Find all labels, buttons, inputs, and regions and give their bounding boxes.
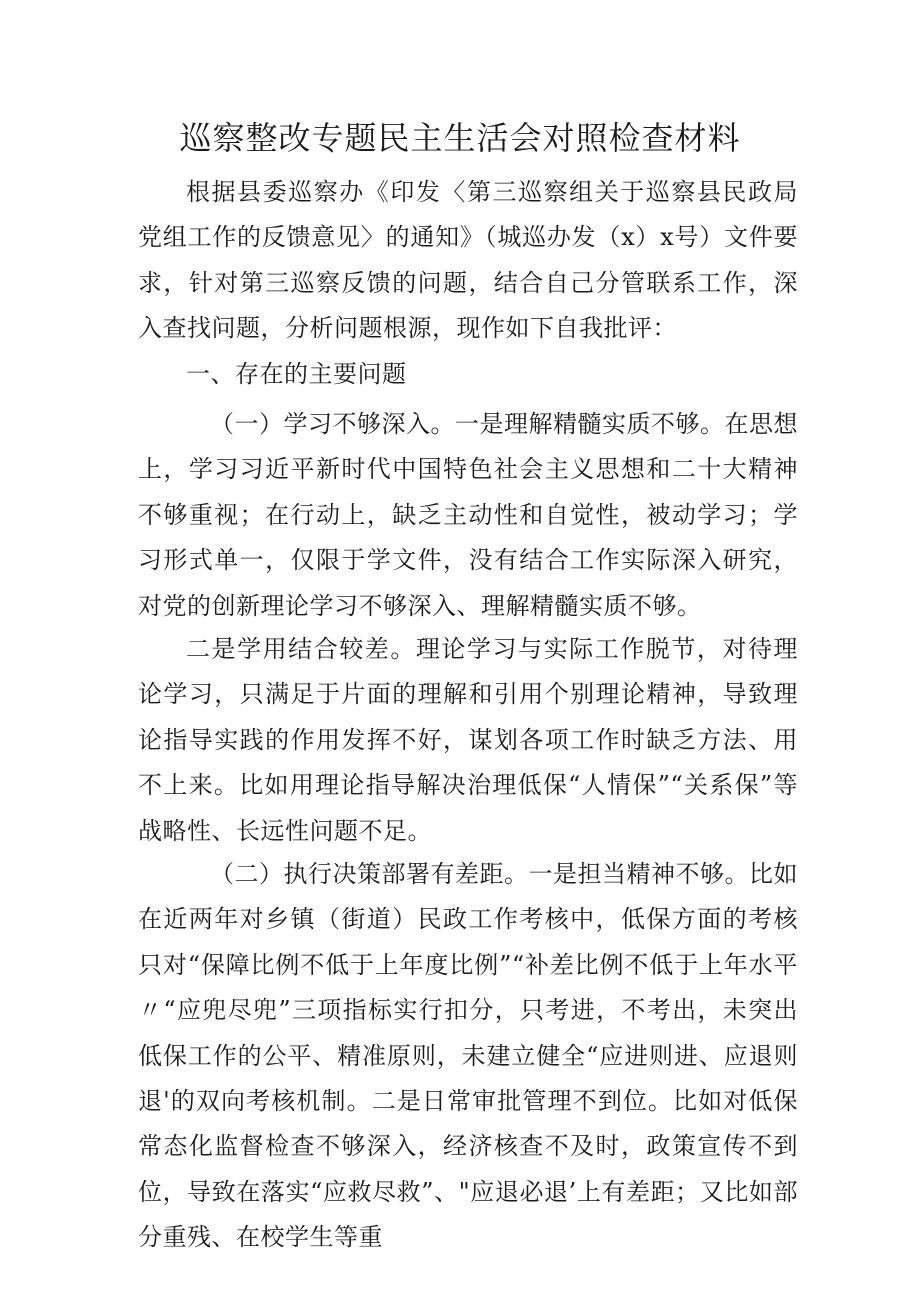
body-paragraph: （二）执行决策部署有差距。一是担当精神不够。比如在近两年对乡镇（街道）民政工作考核中，低保方面的考核只对“保障比例不低于上年度比例”“补差比例不低于上年水平〃“应兜尽兜”三项指标实行扣分，只考进，不考出，未突出低保工作的公平、精准原则，未建立健全“应进则进、应退则退'的双向考核机制。二是日常审批管理不到位。比如对低保常态化监督检查不够深入，经济核查不及时，政策宣传不到位，导致在落实“应救尽救”、"应退必退’上有差距；又比如部分重残、在校学生等重 xyxy=(138,860,798,1252)
intro-paragraph: 根据县委巡察办《印发〈第三巡察组关于巡察县民政局党组工作的反馈意见〉的通知》（城巡办发（x）x号）文件要求，针对第三巡察反馈的问题，结合自己分管联系工作，深入查找问题，分析问题根源，现作如下自我批评： xyxy=(138,178,798,343)
document-title: 巡察整改专题民主生活会对照检查材料 xyxy=(179,119,741,157)
body-paragraph: （一）学习不够深入。一是理解精髓实质不够。在思想上，学习习近平新时代中国特色社会主义思想和二十大精神不够重视；在行动上，缺乏主动性和自觉性，被动学习；学习形式单一，仅限于学文件，没有结合工作实际深入研究，对党的创新理论学习不够深入、理解精髓实质不够。 xyxy=(138,410,798,620)
body-paragraph: 二是学用结合较差。理论学习与实际工作脱节，对待理论学习，只满足于片面的理解和引用个别理论精神，导致理论指导实践的作用发挥不好，谋划各项工作时缺乏方法、用不上来。比如用理论指导解决治理低保“人情保”“关系保”等战略性、长远性问题不足。 xyxy=(138,635,798,845)
section-heading: 一、存在的主要问题 xyxy=(186,360,407,388)
